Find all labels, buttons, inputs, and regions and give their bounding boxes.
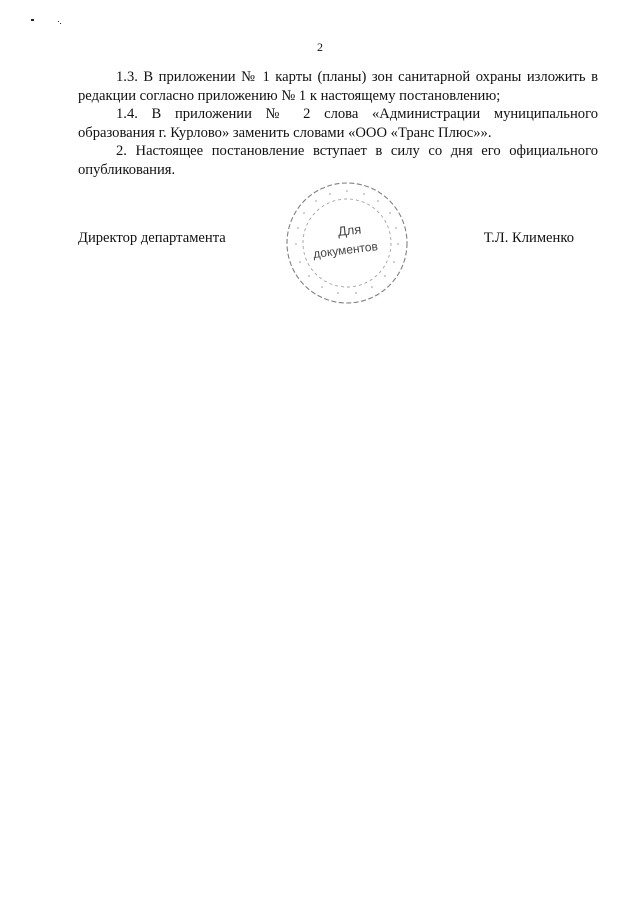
document-body [78,68,598,180]
stamp-seal [282,178,412,308]
stamp-icon [282,178,412,308]
scan-dot [31,19,34,21]
stamp-text-line1: Для [337,221,362,239]
paragraph-1-3: 1.3. В приложении № 1 карты (планы) зон санитарной охраны изложить в редакции согласно приложению № 1 к настоящему постановлению; [78,69,598,104]
signer-name: Т.Л. Клименко [483,230,574,246]
page-number: 2 [317,40,323,54]
signer-title: Директор департамента [78,230,226,246]
stamp-text-line2: документов [312,239,379,261]
paragraph-2: 2. Настоящее постановление вступает в силу со дня его официального опубликования. [78,143,598,178]
paragraph-1-4: 1.4. В приложении № 2 слова «Администрации муниципального образования г. Курлово» заменить словами «ООО «Транс Плюс»». [78,106,598,141]
scan-dot [60,23,61,24]
scan-dot [58,21,59,22]
